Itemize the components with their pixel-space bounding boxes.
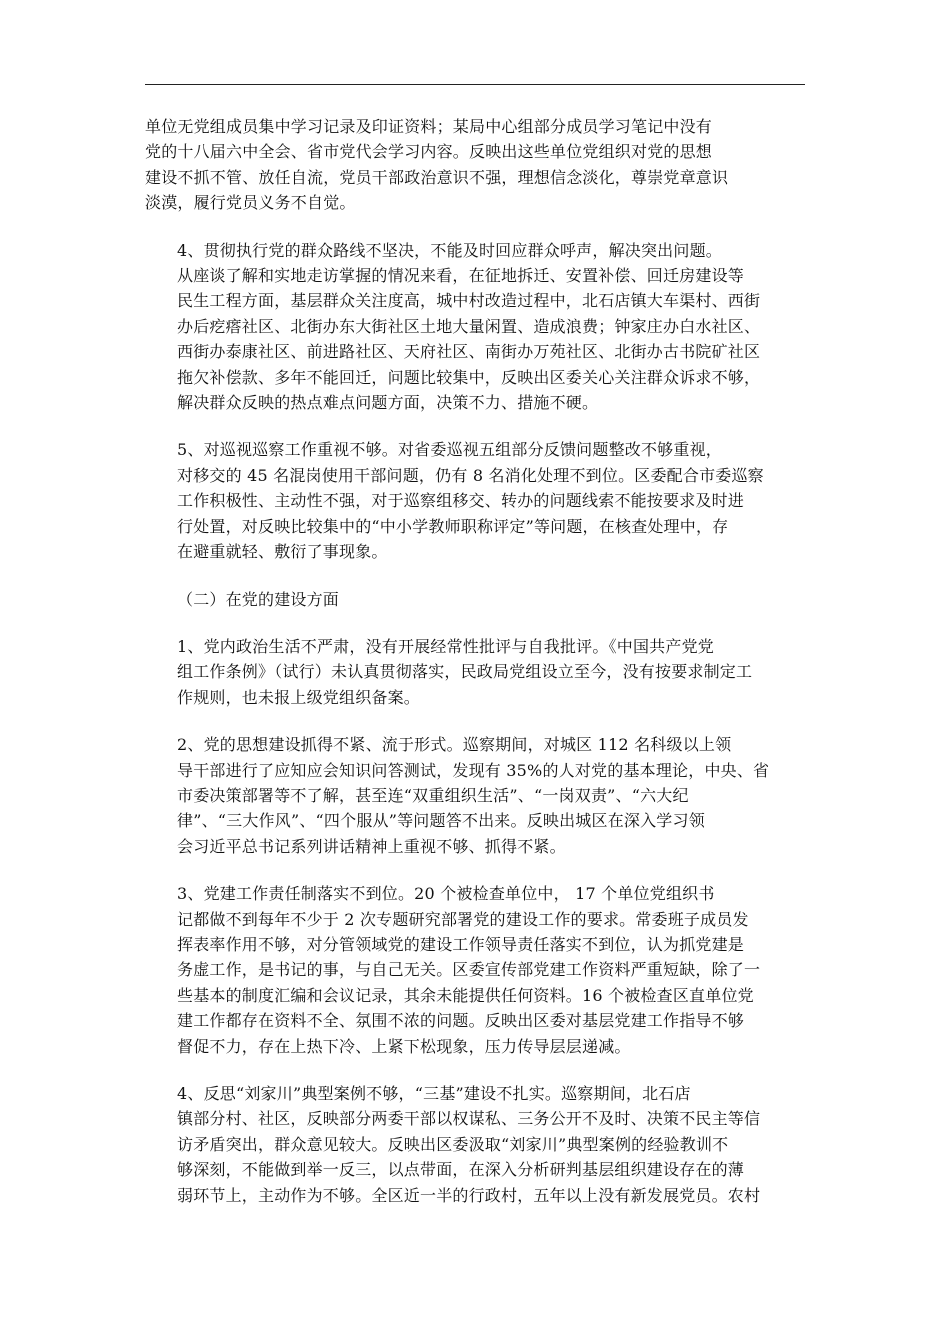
- text-line: 督促不力，存在上热下冷、上紧下松现象，压力传导层层递减。: [177, 1036, 631, 1056]
- text-line: 会习近平总书记系列讲话精神上重视不够、抓得不紧。: [177, 836, 566, 856]
- text-line: 办后疙瘩社区、北街办东大街社区土地大量闲置、造成浪费；钟家庄办白水社区、: [177, 316, 761, 336]
- text-line: 弱环节上，主动作为不够。全区近一半的行政村，五年以上没有新发展党员。农村: [177, 1185, 761, 1205]
- text-line: 在避重就轻、敷衍了事现象。: [177, 542, 388, 562]
- text-line: 挥表率作用不够，对分管领域党的建设工作领导责任落实不到位，认为抓党建是: [177, 934, 745, 954]
- text-line: 民生工程方面，基层群众关注度高，城中村改造过程中，北石店镇大车渠村、西街: [177, 291, 761, 311]
- text-line: 党的十八届六中全会、省市党代会学习内容。反映出这些单位党组织对党的思想: [145, 142, 713, 162]
- text-line: 些基本的制度汇编和会议记录，其余未能提供任何资料。16 个被检查区直单位党: [177, 985, 754, 1005]
- text-line: 记都做不到每年不少于 2 次专题研究部署党的建设工作的要求。常委班子成员发: [177, 909, 749, 929]
- paragraph: [145, 437, 807, 564]
- text-line: 解决群众反映的热点难点问题方面，决策不力、措施不硬。: [177, 393, 599, 413]
- text-line: 访矛盾突出，群众意见较大。反映出区委汲取“刘家川”典型案例的经验教训不: [177, 1134, 729, 1154]
- text-line: 4、反思“刘家川”典型案例不够，“三基”建设不扎实。巡察期间，北石店: [177, 1084, 691, 1103]
- text-line: 拖欠补偿款、多年不能回迁，问题比较集中，反映出区委关心关注群众诉求不够，: [177, 367, 761, 387]
- document-body: [145, 114, 807, 1230]
- text-line: 5、对巡视巡察工作重视不够。对省委巡视五组部分反馈问题整改不够重视，: [177, 440, 722, 460]
- text-line: 作规则，也未报上级党组织备案。: [177, 687, 421, 707]
- text-line: 建设不抓不管、放任自流，党员干部政治意识不强，理想信念淡化，尊崇党章意识: [145, 167, 729, 187]
- text-line: 建工作都存在资料不全、氛围不浓的问题。反映出区委对基层党建工作指导不够: [177, 1011, 745, 1031]
- paragraph: [145, 881, 807, 1059]
- paragraph: [145, 634, 807, 710]
- text-line: 市委决策部署等不了解，甚至连“双重组织生活”、“一岗双责”、“六大纪: [177, 785, 689, 805]
- text-line: 3、党建工作责任制落实不到位。20 个被检查单位中， 17 个单位党组织书: [177, 884, 715, 904]
- text-line: 4、贯彻执行党的群众路线不坚决，不能及时回应群众呼声，解决突出问题。: [177, 240, 722, 260]
- text-line: 导干部进行了应知应会知识问答测试，发现有 35%的人对党的基本理论，中央、省: [177, 760, 770, 780]
- text-line: 够深刻，不能做到举一反三，以点带面，在深入分析研判基层组织建设存在的薄: [177, 1160, 745, 1180]
- text-line: 从座谈了解和实地走访掌握的情况来看，在征地拆迁、安置补偿、回迁房建设等: [177, 266, 745, 286]
- text-line: （二）在党的建设方面: [177, 589, 340, 609]
- text-line: 对移交的 45 名混岗使用干部问题，仍有 8 名消化处理不到位。区委配合市委巡察: [177, 465, 764, 485]
- text-line: 行处置，对反映比较集中的“中小学教师职称评定”等问题，在核查处理中，存: [177, 516, 729, 536]
- text-line: 律”、“三大作风”、“四个服从”等问题答不出来。反映出城区在深入学习领: [177, 811, 705, 831]
- text-line: 淡漠，履行党员义务不自觉。: [145, 193, 356, 213]
- text-line: 务虚工作，是书记的事，与自己无关。区委宣传部党建工作资料严重短缺，除了一: [177, 960, 761, 980]
- paragraph: [145, 1081, 807, 1208]
- text-line: 2、党的思想建设抓得不紧、流于形式。巡察期间，对城区 112 名科级以上领: [177, 735, 732, 755]
- paragraph: [145, 114, 807, 216]
- text-line: 镇部分村、社区，反映部分两委干部以权谋私、三务公开不及时、决策不民主等信: [177, 1109, 761, 1129]
- text-line: 西街办泰康社区、前进路社区、天府社区、南街办万苑社区、北街办古书院矿社区: [177, 342, 761, 362]
- text-line: 单位无党组成员集中学习记录及印证资料；某局中心组部分成员学习笔记中没有: [145, 117, 713, 136]
- text-line: 组工作条例》（试行）未认真贯彻落实，民政局党组设立至今，没有按要求制定工: [177, 662, 753, 682]
- header-rule: [145, 84, 805, 85]
- paragraph: [145, 238, 807, 416]
- text-line: 工作积极性、主动性不强，对于巡察组移交、转办的问题线索不能按要求及时进: [177, 491, 745, 511]
- text-line: 1、党内政治生活不严肃，没有开展经常性批评与自我批评。《中国共产党党: [177, 636, 714, 656]
- paragraph: [145, 732, 807, 859]
- section-heading: [145, 587, 807, 612]
